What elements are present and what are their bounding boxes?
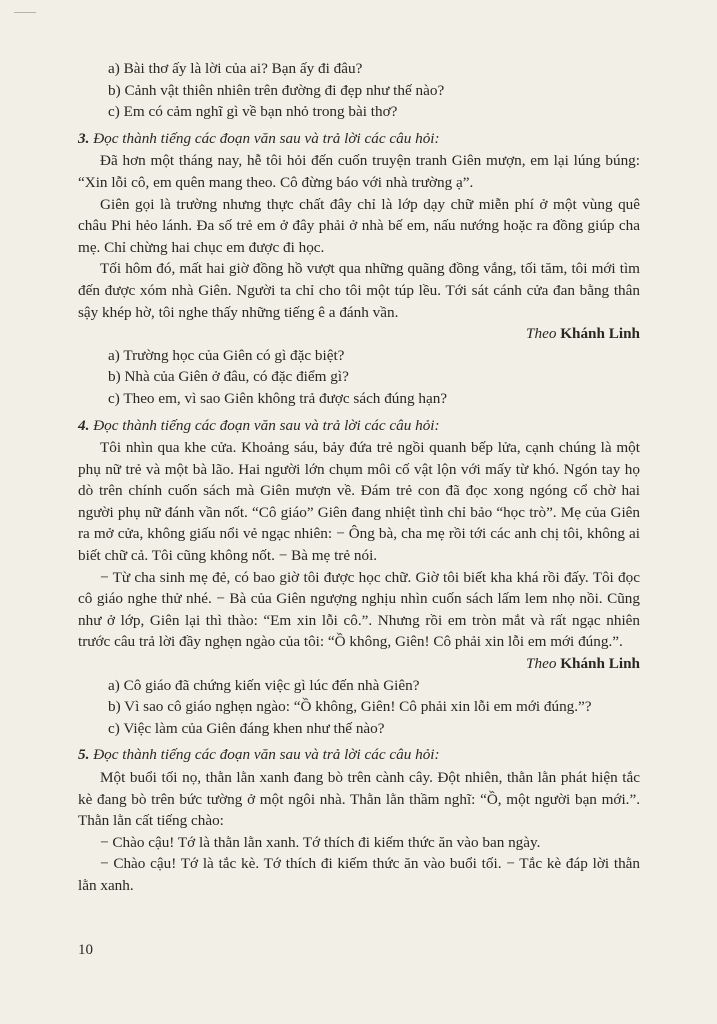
section-5-heading (78, 744, 640, 766)
question-b: b) Vì sao cô giáo nghẹn ngào: “Ồ không, Giên! Cô phải xin lỗi em mới đúng.”? (108, 698, 592, 716)
section-number: 4. (78, 416, 90, 434)
paragraph: Một buổi tối nọ, thằn lằn xanh đang bò trên cành cây. Đột nhiên, thằn lằn phát hiện tắc kè đang bò trên bức tường ở một ngôi nhà. Thằn lằn thầm nghĩ: “Ồ, một người bạn mới.”. Thằn lằn cất tiếng chào: (78, 769, 640, 830)
source-attribution (78, 653, 640, 675)
page-number: 10 (78, 942, 93, 958)
source-author: Khánh Linh (560, 655, 640, 673)
question-a: a) Trường học của Giên có gì đặc biệt? (108, 346, 345, 364)
source-prefix: Theo (526, 325, 557, 343)
paragraph: − Chào cậu! Tớ là thằn lằn xanh. Tớ thích đi kiếm thức ăn vào ban ngày. (100, 833, 541, 851)
source-prefix: Theo (526, 655, 557, 673)
question-c: c) Theo em, vì sao Giên không trả được sách đúng hạn? (108, 389, 448, 407)
source-attribution (78, 323, 640, 345)
question-b: b) Cảnh vật thiên nhiên trên đường đi đẹp như thế nào? (108, 81, 445, 99)
paragraph: − Từ cha sinh mẹ đẻ, có bao giờ tôi được học chữ. Giờ tôi biết kha khá rồi đấy. Tôi đọc cô giáo nghe thử nhé. − Bà của Giên ngượng nghịu nhìn cuốn sách lấm lem nhọ nồi. Cũng như ở lớp, Giên lại thì thào: “Em xin lỗi cô.”. Nhưng rồi em tròn mắt và rất ngạc nhiên trước câu trả lời đầy nghẹn ngào của tôi: “Ồ không, Giên! Cô phải xin lỗi em mới đúng.”. (78, 568, 640, 651)
section-heading-text: Đọc thành tiếng các đoạn văn sau và trả lời các câu hỏi: (93, 129, 440, 147)
paragraph: − Chào cậu! Tớ là tắc kè. Tớ thích đi kiếm thức ăn vào buổi tối. − Tắc kè đáp lời thằn lằn xanh. (78, 855, 640, 894)
question-c: c) Việc làm của Giên đáng khen như thế nào? (108, 719, 385, 737)
paragraph: Giên gọi là trường nhưng thực chất đây chỉ là lớp dạy chữ miễn phí ở một vùng quê châu Phi hẻo lánh. Đa số trẻ em ở đây phải ở nhà bế em, nấu nướng hoặc ra đồng giúp cha mẹ. Chỉ chừng hai chục em được đi học. (78, 195, 640, 256)
page-content (78, 58, 640, 897)
section-heading-text: Đọc thành tiếng các đoạn văn sau và trả lời các câu hỏi: (93, 746, 440, 764)
section-3-heading (78, 128, 640, 150)
section-number: 5. (78, 746, 90, 764)
question-b: b) Nhà của Giên ở đâu, có đặc điểm gì? (108, 368, 349, 386)
section-4-heading (78, 415, 640, 437)
section-number: 3. (78, 129, 90, 147)
paragraph: Đã hơn một tháng nay, hễ tôi hỏi đến cuốn truyện tranh Giên mượn, em lại lúng búng: “Xin lỗi cô, em quên mang theo. Cô đừng báo với nhà trường ạ”. (78, 152, 640, 191)
corner-mark (14, 12, 36, 13)
source-author: Khánh Linh (560, 325, 640, 343)
paragraph: Tôi nhìn qua khe cửa. Khoảng sáu, bảy đứa trẻ ngồi quanh bếp lửa, cạnh chúng là một phụ nữ trẻ và một bà lão. Hai người lớn chụm môi cố vật lộn với mấy từ khó. Ngón tay họ dò trên chính cuốn sách mà Giên mượn về. Đám trẻ con đã đọc xong ngóng cổ chờ hai người phụ nữ đánh vần nốt. “Cô giáo” Giên đang nhiệt tình chỉ bảo “học trò”. Mẹ của Giên ra mở cửa, không giấu nổi vẻ ngạc nhiên: − Ông bà, cha mẹ rồi tới các anh chị tôi, không ai biết chữ cả. Tôi cũng không nốt. − Bà mẹ trẻ nói. (78, 439, 640, 565)
paragraph: Tối hôm đó, mất hai giờ đồng hồ vượt qua những quãng đồng vắng, tối tăm, tôi mới tìm đến được xóm nhà Giên. Người ta chỉ cho tôi một túp lều. Tới sát cánh cửa đan bằng thân sậy khép hờ, tôi nghe thấy những tiếng ê a đánh vần. (78, 260, 640, 321)
question-a: a) Cô giáo đã chứng kiến việc gì lúc đến nhà Giên? (108, 676, 420, 694)
question-c: c) Em có cảm nghĩ gì về bạn nhỏ trong bài thơ? (108, 103, 398, 121)
section-heading-text: Đọc thành tiếng các đoạn văn sau và trả lời các câu hỏi: (93, 416, 440, 434)
question-a: a) Bài thơ ấy là lời của ai? Bạn ấy đi đâu? (108, 60, 363, 77)
